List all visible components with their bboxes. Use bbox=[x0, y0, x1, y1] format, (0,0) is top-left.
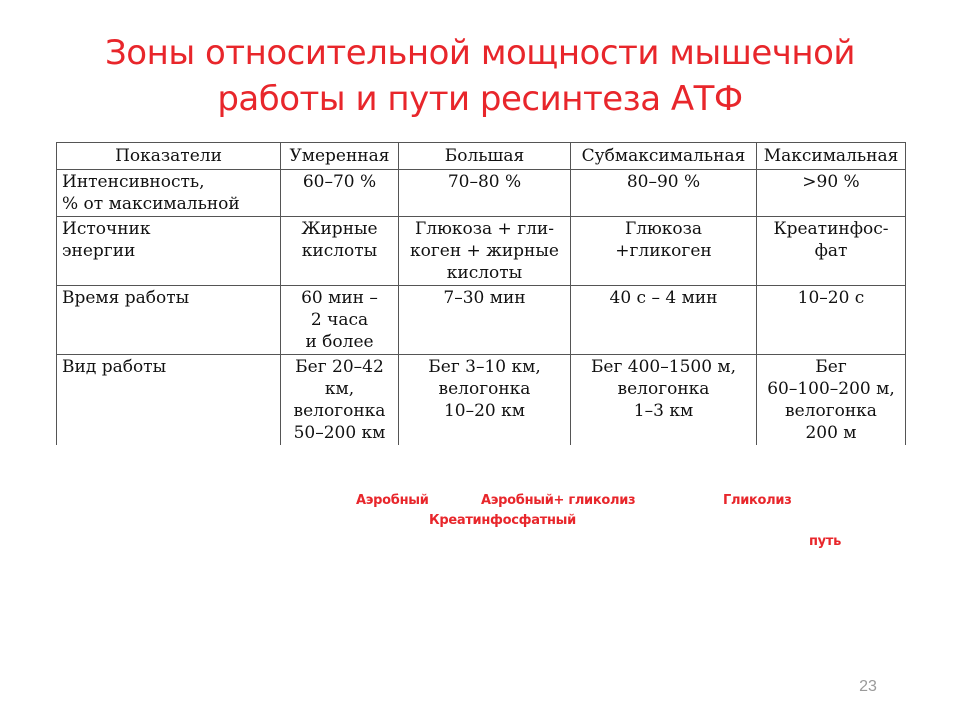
row-label-intensity: Интенсивность, % от максимальной bbox=[57, 170, 281, 217]
table-cell: >90 % bbox=[757, 170, 906, 217]
slide-title bbox=[0, 30, 960, 122]
table-cell: Глюкоза + гли- коген + жирные кислоты bbox=[399, 217, 571, 286]
pathway-aerobic: Аэробный bbox=[356, 493, 429, 508]
table-row bbox=[57, 286, 906, 355]
page-number: 23 bbox=[859, 678, 877, 695]
header-high: Большая bbox=[399, 143, 571, 170]
row-label-energy-source: Источник энергии bbox=[57, 217, 281, 286]
header-submaximal: Субмаксимальная bbox=[571, 143, 757, 170]
pathway-glycolysis: Гликолиз bbox=[723, 493, 792, 508]
header-moderate: Умеренная bbox=[281, 143, 399, 170]
pathway-creatine-phosphate: Креатинфосфатный bbox=[429, 513, 576, 528]
slide-title-line-2: работы и пути ресинтеза АТФ bbox=[217, 79, 743, 119]
table-cell: Жирные кислоты bbox=[281, 217, 399, 286]
table-row bbox=[57, 217, 906, 286]
table-cell: Глюкоза +гликоген bbox=[571, 217, 757, 286]
table-row bbox=[57, 355, 906, 446]
table-cell: 40 с – 4 мин bbox=[571, 286, 757, 355]
row-label-work-type: Вид работы bbox=[57, 355, 281, 446]
table-cell: 60–70 % bbox=[281, 170, 399, 217]
header-indicators: Показатели bbox=[57, 143, 281, 170]
table-cell: Бег 20–42 км, велогонка 50–200 км bbox=[281, 355, 399, 446]
table-row bbox=[57, 170, 906, 217]
table-cell: 10–20 с bbox=[757, 286, 906, 355]
table-cell: 7–30 мин bbox=[399, 286, 571, 355]
row-label-work-time: Время работы bbox=[57, 286, 281, 355]
table-cell: 60 мин – 2 часа и более bbox=[281, 286, 399, 355]
table-cell: Креатинфос- фат bbox=[757, 217, 906, 286]
pathway-aerobic-glycolysis: Аэробный+ гликолиз bbox=[481, 493, 636, 508]
table-cell: 80–90 % bbox=[571, 170, 757, 217]
power-zones-table bbox=[56, 142, 906, 445]
table-header-row bbox=[57, 143, 906, 170]
table-cell: Бег 3–10 км, велогонка 10–20 км bbox=[399, 355, 571, 446]
table-cell: Бег 400–1500 м, велогонка 1–3 км bbox=[571, 355, 757, 446]
table-cell: Бег 60–100–200 м, велогонка 200 м bbox=[757, 355, 906, 446]
pathway-path-word: путь bbox=[809, 534, 842, 549]
table-cell: 70–80 % bbox=[399, 170, 571, 217]
header-maximal: Максимальная bbox=[757, 143, 906, 170]
slide-title-line-1: Зоны относительной мощности мышечной bbox=[105, 33, 855, 73]
